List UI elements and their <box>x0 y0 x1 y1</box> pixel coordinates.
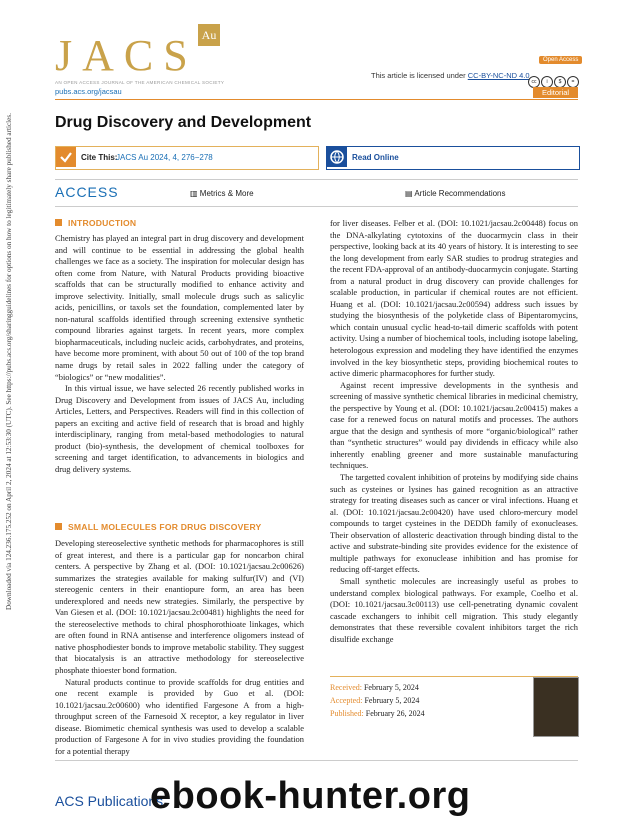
small-paragraph-1: Developing stereoselective synthetic methods for pharmacophores is still of great interest, and there is a particular gap for noncarbon chiral centers. A perspective by Zhang et al. (DOI: 10.1021/jacsau.2c00626) summarizes the strategies available for making sulfur(IV) and (VI) stereogenic centers in their enantiopure form, an area has been underexplored and needs new strategies. Similarly, the perspective by Van Giesen et al. (DOI: 10.1021/jacsau.2c00481) highlights the need for the stereoselective methods to chiral phosphorothioate linkages, which are often found in RNA antisense and interference oligomers instead of native phosphodiester bonds to improve metabolic stability. They suggest that biocatalysis is an attractive methodology for stereoselective phosphate thioester bond formation. <box>55 538 304 676</box>
cc-icon: cc <box>528 76 540 88</box>
document-icon: ▤ <box>405 189 415 198</box>
journal-logo-badge: Au <box>198 24 220 46</box>
accepted-date: February 5, 2024 <box>364 696 420 705</box>
published-date: February 26, 2024 <box>365 709 425 718</box>
published-label: Published: <box>330 709 364 718</box>
journal-logo: JACS <box>55 31 198 80</box>
license-link[interactable]: CC-BY-NC-ND 4.0 <box>467 71 530 80</box>
license-line <box>371 71 530 80</box>
cite-icon <box>56 147 76 167</box>
intro-paragraph-1: Chemistry has played an integral part in drug discovery and development and will continue to be essential in addressing the global health challenges we face as a society. The inspiration for molecular design has often come from Nature, with Natural Products providing bioactive scaffolds that can be structurally modified to enhance activity and improve selectivity. Initially, small molecule drugs such as salicylic acids, penicillins, or taxols set the foundation, complemented later by non-natural scaffolds identified through screening extensive synthetic compound libraries against targets. In recent years, more complex biopharmaceuticals, including nucleic acids, carbohydrates, and proteins, have become more prominent, with about 50 out of 100 of the top brand name drugs by retail sales in 2022 falling under the category of “biologics” or “new modalities”. <box>55 233 304 382</box>
nc-icon: $ <box>554 76 566 88</box>
page-title: Drug Discovery and Development <box>55 114 312 131</box>
intro-paragraph-2: In this virtual issue, we have selected 26 recently published works in Drug Discovery and Development from issues of JACS Au, including Articles, Letters, and Perspectives. Readers will find in this collection of papers an exciting and active field of research that is broad and highly interdisciplinary, ranging from metal-based methodologies to natural product (bio)-synthesis, the development of chemical toolboxes for screening and target identification, to advancements in biologics and drug delivery systems. <box>55 383 304 474</box>
small-molecules-heading: SMALL MOLECULES FOR DRUG DISCOVERY <box>55 522 261 532</box>
accepted-label: Accepted: <box>330 696 363 705</box>
read-online-label: Read Online <box>352 153 399 162</box>
footer-divider <box>55 760 578 761</box>
recommendations-label: Article Recommendations <box>414 189 506 198</box>
cite-value[interactable]: JACS Au 2024, 4, 276−278 <box>116 153 213 162</box>
column-right <box>330 218 578 645</box>
journal-url[interactable]: pubs.acs.org/jacsau <box>55 87 122 96</box>
received-label: Received: <box>330 683 362 692</box>
right-paragraph-3: The targetted covalent inhibition of proteins by modifying side chains such as cysteines or lysines has gained recognition as an attractive strategy for treating diseases such as cancer or viral infections. Huang et al. (DOI: 10.1021/jacsau.2c00420) have used chloro-mercury model compounds to target cysteines in the DEDDh family of exonucleases. Their observation of allosteric deactivation through binding distal to the active and substrate-binding site provides evidence for the existence of multiple pathways for exonuclease inhibition and has promise for reducing off-target effects. <box>330 472 578 575</box>
cite-label: Cite This: <box>81 153 118 162</box>
right-paragraph-4: Small synthetic molecules are increasingly useful as probes to understand complex biological pathways. For example, Coelho et al. (DOI: 10.1021/jacsau.3c00113) use cell-penetrating dynamic covalent cascade exchangers to inhibit cell migration. This study elegantly demonstrates that these reversible covalent inhibitors target the rich disulfide exchange <box>330 575 578 644</box>
bar-chart-icon: ▥ <box>190 189 200 198</box>
acs-publications-logo: ACS Publications <box>55 793 164 809</box>
small-paragraph-2: Natural products continue to provide scaffolds for drug entities and one recent example is provided by Guo et al. (DOI: 10.1021/jacsau.2c00600) who identified Fargesone A from a high-throughput screen of the Farnesoid X receptor, a key regulator in liver disease. Biomimetic chemical synthesis was used to develop a scalable production of Fargesone A for in vivo studies providing the foundation for a potential therapy <box>55 676 304 756</box>
journal-cover-image <box>533 677 579 737</box>
metrics-link[interactable] <box>190 189 254 198</box>
header-divider <box>55 99 578 100</box>
open-access-badge: Open Access <box>539 56 582 64</box>
download-note: Downloaded via 124.236.175.252 on April 2, 2024 at 12:53:30 (UTC). See https://pubs.acs.org/sharingguidelines for options on how to legitimately share published articles. <box>5 113 13 610</box>
cc-license-icons <box>528 70 580 88</box>
license-text: This article is licensed under <box>371 71 466 80</box>
access-label: ACCESS <box>55 184 119 200</box>
article-recommendations-link[interactable] <box>405 189 506 198</box>
received-date: February 5, 2024 <box>363 683 419 692</box>
article-type-badge: Editorial <box>533 87 578 98</box>
metrics-label: Metrics & More <box>199 189 254 198</box>
column-left-bottom <box>55 538 304 757</box>
globe-icon <box>327 147 347 167</box>
nd-icon: = <box>567 76 579 88</box>
column-left-top <box>55 233 304 475</box>
right-paragraph-1: for liver diseases. Felber et al. (DOI: 10.1021/jacsau.2c00448) focus on the DNA-alkylating cytotoxins of the duocarmycin class in their perspective, looking back at its 40 years of history. It is interesting to see the long development from early SAR studies to prodrug strategies and the recent FDA-approval of an antibody-duocarmycin conjugate. Starting from a natural product in drug discovery can provide challenges for scalable production, in particular if chemical routes are not efficient. Huang et al. (DOI: 10.1021/jacsau.2c00594) address such issues by studying the biosynthesis of the polyketide class of Bipentaromycins, which contain unusual cyclic head-to-tail dimeric scaffolds with potent activity. Using a number of biochemical tools, including isotope labeling, heterologous expression and modeling they have identified the enzymes involved in the key biosynthetic steps, providing biochemical routes to active dimeric pharmacophores for further study. <box>330 218 578 379</box>
watermark: ebook-hunter.org <box>150 775 471 817</box>
right-paragraph-2: Against recent impressive developments in the synthesis and screening of massive synthetic chemical libraries in medicinal chemistry, the perspective by Young et al. (DOI: 10.1021/jacsau.2c00415) makes a case for a renewed focus on natural motifs and processes. The authors argue that the design and synthesis of more “organic/biological” rather than “synthetic structures” would pay dividends in efficacy while also inherently enabling greener and more sustainable manufacturing techniques. <box>330 379 578 471</box>
intro-heading: INTRODUCTION <box>55 218 136 228</box>
by-icon: i <box>541 76 553 88</box>
journal-subtitle: AN OPEN ACCESS JOURNAL OF THE AMERICAN CHEMICAL SOCIETY <box>55 80 225 85</box>
